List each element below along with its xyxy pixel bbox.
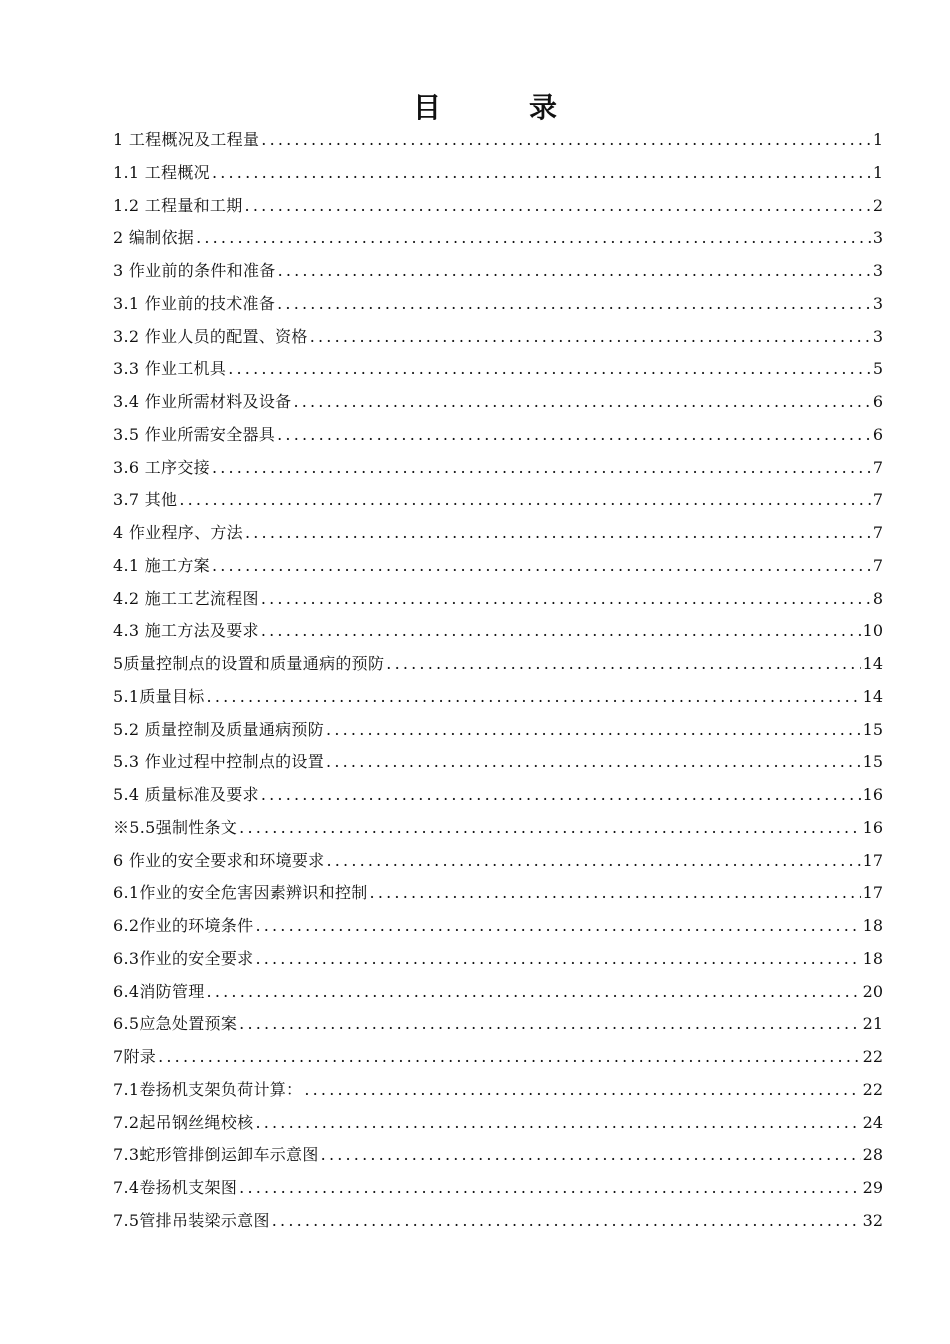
toc-dot-leader [326,746,861,779]
toc-entry-label: 6.4消防管理 [113,981,205,1001]
toc-entry-label: 3.4 作业所需材料及设备 [113,392,292,411]
toc-entry-label: 4 作业程序、方法 [113,523,243,542]
toc-dot-leader [321,1139,861,1172]
toc-entry-page-number: 22 [862,1047,883,1066]
toc-entry-page-number: 32 [862,1210,883,1230]
toc-entry-page-number: 17 [862,883,883,903]
toc-entry-page-number: 8 [872,588,883,608]
toc-entry[interactable] [113,321,883,354]
toc-entry[interactable] [113,452,883,485]
toc-entry-page-number: 18 [862,948,883,968]
toc-entry-label: 1 工程概况及工程量 [113,130,260,149]
toc-dot-leader [245,517,871,550]
toc-entry-label: 3.3 作业工机具 [113,359,227,379]
toc-entry-label: 4.2 施工工艺流程图 [113,588,259,608]
toc-dot-leader [326,845,860,878]
toc-entry[interactable] [113,222,883,255]
toc-entry-page-number: 28 [862,1145,883,1165]
toc-entry-label: 3.6 工序交接 [113,457,210,477]
toc-entry-page-number: 10 [862,621,883,641]
toc-dot-leader [245,190,871,223]
toc-dot-leader [255,1107,860,1140]
toc-entry[interactable] [113,255,883,288]
toc-dot-leader [293,386,870,419]
toc-entry-label: 6.2作业的环境条件 [113,916,254,935]
toc-dot-leader [255,943,860,976]
toc-dot-leader [386,648,860,681]
toc-entry-page-number: 22 [862,1079,883,1099]
toc-entry-label: 4.3 施工方法及要求 [113,621,259,641]
toc-dot-leader [212,157,871,190]
toc-dot-leader [212,550,871,583]
toc-dot-leader [179,484,870,517]
toc-entry-label: 3 作业前的条件和准备 [113,261,276,280]
toc-entry[interactable] [113,386,883,419]
toc-entry-page-number: 16 [862,785,883,804]
toc-entry[interactable] [113,910,883,943]
toc-entry-page-number: 16 [862,817,883,837]
toc-entry[interactable] [113,877,883,910]
toc-entry[interactable] [113,190,883,223]
toc-dot-leader [261,124,871,157]
toc-entry[interactable] [113,1107,883,1140]
toc-dot-leader [239,812,860,845]
toc-entry-page-number: 7 [872,457,883,477]
toc-entry-page-number: 24 [862,1112,883,1132]
toc-entry[interactable] [113,976,883,1009]
toc-entry-label: 5.3 作业过程中控制点的设置 [113,752,325,772]
toc-entry-page-number: 18 [862,916,883,935]
toc-entry[interactable] [113,648,883,681]
toc-dot-leader [370,877,861,910]
toc-entry-page-number: 3 [872,293,883,313]
toc-entry-page-number: 14 [862,686,883,706]
toc-title: 目 录 [412,91,587,124]
toc-entry-page-number: 15 [862,719,883,739]
toc-entry-page-number: 20 [862,981,883,1001]
toc-entry-label: 6.1作业的安全危害因素辨识和控制 [113,883,368,903]
toc-entry-page-number: 3 [872,261,883,280]
toc-dot-leader [212,452,871,485]
toc-dot-leader [277,288,871,321]
toc-dot-leader [158,1041,861,1074]
toc-entry-label: 3.5 作业所需安全器具 [113,424,276,444]
toc-entry-label: 4.1 施工方案 [113,555,210,575]
toc-entry[interactable] [113,714,883,747]
toc-dot-leader [261,779,861,812]
toc-entry-page-number: 17 [862,850,883,870]
toc-entry-label: 5.4 质量标准及要求 [113,785,259,804]
toc-entry-page-number: 6 [872,424,883,444]
toc-entry-page-number: 14 [862,654,883,673]
toc-entry-page-number: 1 [872,130,883,149]
toc-dot-leader [326,714,861,747]
toc-entry-label: 7.3蛇形管排倒运卸车示意图 [113,1145,319,1165]
toc-entry[interactable] [113,943,883,976]
toc-entry[interactable] [113,1008,883,1041]
toc-entry[interactable] [113,1139,883,1172]
toc-dot-leader [261,615,861,648]
toc-entry[interactable] [113,124,883,157]
toc-entry[interactable] [113,353,883,386]
toc-entry-label: 5.2 质量控制及质量通病预防 [113,719,325,739]
toc-list [113,124,883,1238]
toc-dot-leader [228,353,871,386]
toc-entry-page-number: 3 [872,326,883,346]
toc-entry[interactable] [113,1074,883,1107]
toc-entry-page-number: 29 [862,1178,883,1197]
toc-entry-label: 2 编制依据 [113,228,195,248]
toc-entry[interactable] [113,1205,883,1238]
toc-entry[interactable] [113,484,883,517]
toc-entry[interactable] [113,779,883,812]
toc-entry-page-number: 3 [872,228,883,248]
toc-entry-label: 6.5应急处置预案 [113,1014,238,1034]
toc-entry-label: 3.1 作业前的技术准备 [113,293,276,313]
toc-entry-label: 5质量控制点的设置和质量通病的预防 [113,654,385,673]
toc-entry[interactable] [113,845,883,878]
toc-dot-leader [304,1074,860,1107]
toc-dot-leader [272,1205,861,1238]
toc-entry-page-number: 21 [862,1014,883,1034]
toc-entry-page-number: 5 [872,359,883,379]
toc-entry-label: 7附录 [113,1047,157,1066]
toc-entry-label: 1.2 工程量和工期 [113,195,243,215]
toc-entry-label: 7.1卷扬机支架负荷计算： [113,1079,303,1099]
toc-entry[interactable] [113,1172,883,1205]
toc-entry[interactable] [113,615,883,648]
toc-entry-label: 5.1质量目标 [113,686,205,706]
toc-entry[interactable] [113,157,883,190]
toc-entry-label: 3.7 其他 [113,490,178,510]
toc-entry-page-number: 7 [872,523,883,542]
toc-entry[interactable] [113,550,883,583]
toc-entry[interactable] [113,746,883,779]
toc-entry-page-number: 6 [872,392,883,411]
toc-dot-leader [239,1008,860,1041]
toc-dot-leader [207,681,861,714]
toc-dot-leader [239,1172,860,1205]
toc-dot-leader [207,976,861,1009]
toc-entry-label: 7.2起吊钢丝绳校核 [113,1112,254,1132]
toc-entry-label: 3.2 作业人员的配置、资格 [113,326,308,346]
toc-dot-leader [261,583,871,616]
toc-dot-leader [196,222,871,255]
toc-dot-leader [310,321,871,354]
toc-entry-page-number: 7 [872,490,883,510]
toc-entry[interactable] [113,681,883,714]
toc-entry-label: 7.4卷扬机支架图 [113,1178,238,1197]
toc-dot-leader [278,255,871,288]
toc-entry-label: 1.1 工程概况 [113,162,210,182]
toc-entry-label: 6.3作业的安全要求 [113,948,254,968]
toc-entry[interactable] [113,1041,883,1074]
toc-dot-leader [255,910,860,943]
toc-entry-page-number: 7 [872,555,883,575]
toc-entry-label: 6 作业的安全要求和环境要求 [113,850,325,870]
toc-entry[interactable] [113,517,883,550]
toc-entry-page-number: 2 [872,195,883,215]
toc-entry-page-number: 1 [872,162,883,182]
toc-entry[interactable] [113,812,883,845]
toc-entry[interactable] [113,583,883,616]
toc-entry-page-number: 15 [862,752,883,772]
toc-entry-label: ※5.5强制性条文 [113,817,238,837]
toc-entry-label: 7.5管排吊装梁示意图 [113,1210,270,1230]
toc-dot-leader [277,419,871,452]
toc-entry[interactable] [113,419,883,452]
toc-entry[interactable] [113,288,883,321]
